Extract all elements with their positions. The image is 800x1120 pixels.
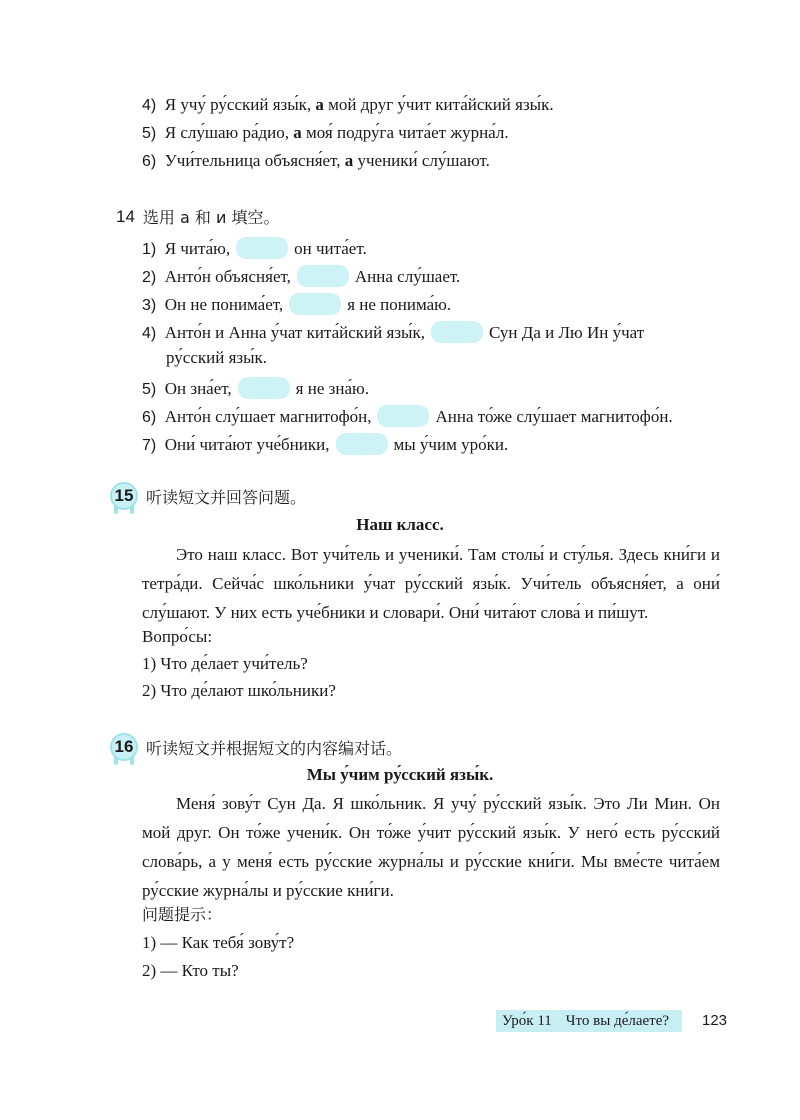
question-1: 1) Что де́лает учи́тель? (142, 654, 308, 673)
exercise-16-header (110, 733, 402, 761)
ex14-item-5: 5) Он зна́ет, я не зна́ю. (142, 379, 369, 398)
fill-in-blank[interactable] (238, 377, 290, 399)
hint-label: 问题提示： (142, 905, 223, 924)
exercise-instruction: 选用 а 和 и 填空。 (142, 208, 280, 227)
reading-text: Меня́ зову́т Сун Да. Я шко́льник. Я учу́ ру́сский язы́к. Это Ли Мин. Он мой друг. Он то́же учени́к. Он то́же у́чит ру́сский язы́к. У него́ есть ру́сский слова́рь, а у меня́ есть ру́сские журна́лы и ру́сские кни́ги. Мы вме́сте чита́ем ру́сские журна́лы и ру́сские кни́ги. (142, 794, 720, 900)
fill-in-blank[interactable] (289, 293, 341, 315)
ex14-item-4: 4) Анто́н и Анна у́чат кита́йский язы́к, Сун Да и Лю Ин у́чат (142, 323, 645, 342)
ex14-item-4-continuation: ру́сский язы́к. (166, 348, 268, 367)
ex14-item-1: 1) Я чита́ю, он чита́ет. (142, 239, 367, 258)
top-list-item-4: 4) Я учу́ ру́сский язы́к, а мой друг у́чит кита́йский язы́к. (142, 95, 554, 114)
text-heading: Наш класс. (356, 515, 444, 534)
exercise-14-header (116, 205, 279, 228)
reading-text: Это наш класс. Вот учи́тель и ученики́. Там столы́ и сту́лья. Здесь кни́ги и тетра́ди. Сейча́с шко́льники у́чат ру́сский язы́к. Учи́тель объясня́ет, а они́ слу́шают. У них есть уче́бники и словари́. Они́ чита́ют слова́ и пи́шут. (142, 545, 720, 622)
page-number: 123 (702, 1012, 728, 1029)
audio-headphones-icon[interactable]: 15 (110, 482, 138, 510)
ex14-item-6: 6) Анто́н слу́шает магнитофо́н, Анна то́же слу́шает магнитофо́н. (142, 407, 673, 426)
fill-in-blank[interactable] (431, 321, 483, 343)
lesson-number: Уро́к 11 (502, 1012, 552, 1029)
top-list-item-6: 6) Учи́тельница объясня́ет, а ученики́ слу́шают. (142, 151, 490, 170)
questions-label: Вопро́сы: (142, 627, 213, 646)
hint-1: 1) — Как тебя́ зову́т? (142, 933, 295, 952)
fill-in-blank[interactable] (236, 237, 288, 259)
question-2: 2) Что де́лают шко́льники? (142, 681, 336, 700)
top-list-item-5: 5) Я слу́шаю ра́дио, а моя́ подру́га чита́ет журна́л. (142, 123, 509, 142)
ex14-item-7: 7) Они́ чита́ют уче́бники, мы у́чим уро́ки. (142, 435, 509, 454)
exercise-15-header (110, 482, 306, 510)
lesson-footer-band (496, 1010, 682, 1032)
text-heading: Мы у́чим ру́сский язы́к. (306, 765, 494, 784)
lesson-title: Что вы де́лаете? (565, 1012, 670, 1029)
exercise-instruction: 听读短文并回答问题。 (146, 487, 307, 507)
fill-in-blank[interactable] (336, 433, 388, 455)
exercise-number: 14 (116, 206, 135, 226)
hint-2: 2) — Кто ты? (142, 961, 239, 980)
fill-in-blank[interactable] (297, 265, 349, 287)
fill-in-blank[interactable] (377, 405, 429, 427)
exercise-instruction: 听读短文并根据短文的内容编对话。 (146, 738, 403, 758)
ex14-item-3: 3) Он не понима́ет, я не понима́ю. (142, 295, 452, 314)
ex14-item-2: 2) Анто́н объясня́ет, Анна слу́шает. (142, 267, 461, 286)
audio-headphones-icon[interactable]: 16 (110, 733, 138, 761)
